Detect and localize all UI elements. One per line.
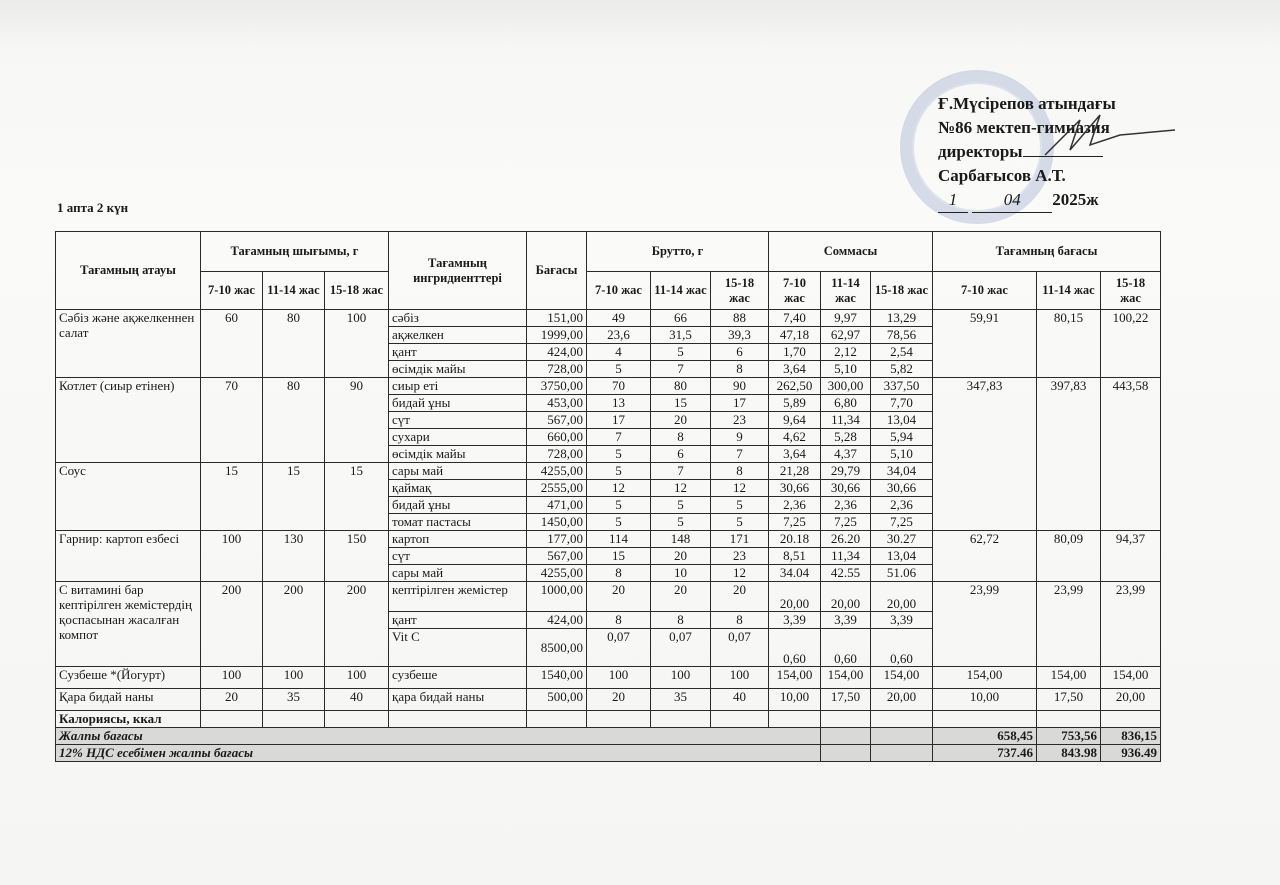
dish-output: 35 — [263, 689, 325, 711]
brutto-value: 88 — [711, 310, 769, 327]
sum-value: 13,29 — [871, 310, 933, 327]
header-sum-age3: 15-18 жас — [871, 272, 933, 310]
header-brutto-age1: 7-10 жас — [587, 272, 651, 310]
sum-value: 3,64 — [769, 446, 821, 463]
dish-output: 80 — [263, 378, 325, 463]
ingredient-price: 4255,00 — [527, 565, 587, 582]
table-row — [56, 310, 1161, 327]
calories-empty-cell — [389, 711, 527, 728]
brutto-value: 8 — [651, 612, 711, 629]
dish-price-value: 80,09 — [1037, 531, 1101, 582]
sum-value: 7,70 — [871, 395, 933, 412]
sum-value: 26.20 — [821, 531, 871, 548]
brutto-value: 7 — [711, 446, 769, 463]
brutto-value: 12 — [711, 480, 769, 497]
brutto-value: 5 — [711, 514, 769, 531]
brutto-value: 5 — [711, 497, 769, 514]
ingredient-name: сары май — [389, 565, 527, 582]
dish-output: 100 — [201, 667, 263, 689]
ingredient-name: Vit C — [389, 629, 527, 667]
brutto-value: 100 — [651, 667, 711, 689]
sum-value: 2,54 — [871, 344, 933, 361]
total-vat-row-empty-cell — [871, 745, 933, 762]
sum-value: 0,60 — [769, 629, 821, 667]
dish-output: 100 — [201, 531, 263, 582]
brutto-value: 23,6 — [587, 327, 651, 344]
sum-value: 337,50 — [871, 378, 933, 395]
sum-value: 11,34 — [821, 548, 871, 565]
brutto-value: 7 — [587, 429, 651, 446]
sum-value: 13,04 — [871, 548, 933, 565]
ingredient-name: ақжелкен — [389, 327, 527, 344]
calories-empty-cell — [325, 711, 389, 728]
ingredient-price: 1540,00 — [527, 667, 587, 689]
approval-line-4: Сарбағысов А.Т. — [938, 166, 1066, 185]
brutto-value: 20 — [651, 548, 711, 565]
dish-price-value: 59,91 — [933, 310, 1037, 378]
dish-price-value: 23,99 — [1101, 582, 1161, 667]
ingredient-name: сары май — [389, 463, 527, 480]
sum-value: 154,00 — [769, 667, 821, 689]
sum-value: 30,66 — [769, 480, 821, 497]
director-signature-icon — [1040, 110, 1180, 160]
ingredient-name: қара бидай наны — [389, 689, 527, 711]
table-row — [56, 667, 1161, 689]
dish-price-value: 397,83 — [1037, 378, 1101, 531]
sum-value: 62,97 — [821, 327, 871, 344]
brutto-value: 6 — [651, 446, 711, 463]
ingredient-price: 1000,00 — [527, 582, 587, 612]
calories-empty-cell — [871, 711, 933, 728]
total-row-empty-cell — [821, 728, 871, 745]
header-brutto: Брутто, г — [587, 232, 769, 272]
brutto-value: 8 — [587, 612, 651, 629]
sum-value: 9,64 — [769, 412, 821, 429]
ingredient-price: 1450,00 — [527, 514, 587, 531]
sum-value: 2,36 — [871, 497, 933, 514]
total-row — [56, 728, 1161, 745]
ingredient-price: 8500,00 — [527, 629, 587, 667]
approval-line-2: №86 мектеп-гимназия — [938, 118, 1110, 137]
dish-name: С витамині бар кептірілген жемістердің қоспасынан жасалған компот — [56, 582, 201, 667]
ingredient-name: томат пастасы — [389, 514, 527, 531]
dish-price-value: 100,22 — [1101, 310, 1161, 378]
header-dish-name: Тағамның атауы — [56, 232, 201, 310]
ingredient-price: 567,00 — [527, 412, 587, 429]
dish-output: 80 — [263, 310, 325, 378]
day-label: 1 апта 2 күн — [57, 200, 129, 215]
brutto-value: 5 — [587, 361, 651, 378]
ingredient-name: сиыр еті — [389, 378, 527, 395]
brutto-value: 20 — [651, 582, 711, 612]
sum-value: 2,12 — [821, 344, 871, 361]
ingredient-name: қаймақ — [389, 480, 527, 497]
sum-value: 5,28 — [821, 429, 871, 446]
dish-output: 200 — [201, 582, 263, 667]
sum-value: 30,66 — [871, 480, 933, 497]
sum-value: 3,64 — [769, 361, 821, 378]
ingredient-name: өсімдік майы — [389, 361, 527, 378]
ingredient-name: картоп — [389, 531, 527, 548]
brutto-value: 10 — [651, 565, 711, 582]
brutto-value: 5 — [587, 463, 651, 480]
brutto-value: 5 — [587, 497, 651, 514]
brutto-value: 31,5 — [651, 327, 711, 344]
sum-value: 9,97 — [821, 310, 871, 327]
sum-value: 5,10 — [821, 361, 871, 378]
brutto-value: 49 — [587, 310, 651, 327]
sum-value: 7,25 — [769, 514, 821, 531]
header-price: Бағасы — [527, 232, 587, 310]
brutto-value: 5 — [651, 514, 711, 531]
brutto-value: 114 — [587, 531, 651, 548]
calories-empty-cell — [263, 711, 325, 728]
header-brutto-age2: 11-14 жас — [651, 272, 711, 310]
sum-value: 5,89 — [769, 395, 821, 412]
sum-value: 20,00 — [871, 582, 933, 612]
director-label: директоры — [938, 142, 1023, 161]
brutto-value: 15 — [651, 395, 711, 412]
ingredient-price: 728,00 — [527, 446, 587, 463]
calories-empty-cell — [821, 711, 871, 728]
brutto-value: 8 — [711, 463, 769, 480]
header-output-age3: 15-18 жас — [325, 272, 389, 310]
brutto-value: 100 — [587, 667, 651, 689]
table-row — [56, 378, 1161, 395]
brutto-value: 12 — [587, 480, 651, 497]
dish-name: Гарнир: картоп езбесі — [56, 531, 201, 582]
sum-value: 11,34 — [821, 412, 871, 429]
calories-empty-cell — [587, 711, 651, 728]
header-output-age2: 11-14 жас — [263, 272, 325, 310]
dish-name: Сәбіз және ақжелкеннен салат — [56, 310, 201, 378]
dish-output: 60 — [201, 310, 263, 378]
ingredient-name: өсімдік майы — [389, 446, 527, 463]
ingredient-price: 424,00 — [527, 612, 587, 629]
dish-output: 90 — [325, 378, 389, 463]
sum-value: 3,39 — [871, 612, 933, 629]
total-row-label: Жалпы бағасы — [56, 728, 821, 745]
dish-name: Сузбеше *(Йогурт) — [56, 667, 201, 689]
sum-value: 7,25 — [821, 514, 871, 531]
brutto-value: 17 — [711, 395, 769, 412]
brutto-value: 12 — [711, 565, 769, 582]
brutto-value: 5 — [587, 514, 651, 531]
brutto-value: 5 — [587, 446, 651, 463]
calories-row — [56, 711, 1161, 728]
dish-price-value: 154,00 — [1101, 667, 1161, 689]
ingredient-price: 660,00 — [527, 429, 587, 446]
brutto-value: 20 — [711, 582, 769, 612]
dish-price-value: 20,00 — [1101, 689, 1161, 711]
header-sum-age1: 7-10 жас — [769, 272, 821, 310]
calories-empty-cell — [711, 711, 769, 728]
date-month: 04 — [972, 188, 1052, 213]
brutto-value: 7 — [651, 361, 711, 378]
ingredient-price: 567,00 — [527, 548, 587, 565]
sum-value: 13,04 — [871, 412, 933, 429]
header-output: Тағамның шығымы, г — [201, 232, 389, 272]
dish-price-value: 80,15 — [1037, 310, 1101, 378]
brutto-value: 7 — [651, 463, 711, 480]
calories-empty-cell — [527, 711, 587, 728]
dish-output: 70 — [201, 378, 263, 463]
sum-value: 154,00 — [871, 667, 933, 689]
sum-value: 7,25 — [871, 514, 933, 531]
ingredient-name: сүт — [389, 548, 527, 565]
sum-value: 34,04 — [871, 463, 933, 480]
brutto-value: 20 — [587, 689, 651, 711]
sum-value: 30,66 — [821, 480, 871, 497]
brutto-value: 5 — [651, 344, 711, 361]
sum-value: 34.04 — [769, 565, 821, 582]
sum-value: 17,50 — [821, 689, 871, 711]
ingredient-name: сузбеше — [389, 667, 527, 689]
sum-value: 8,51 — [769, 548, 821, 565]
sum-value: 3,39 — [769, 612, 821, 629]
sum-value: 262,50 — [769, 378, 821, 395]
brutto-value: 90 — [711, 378, 769, 395]
calories-empty-cell — [933, 711, 1037, 728]
sum-value: 154,00 — [821, 667, 871, 689]
brutto-value: 15 — [587, 548, 651, 565]
header-ingredients: Тағамның ингридиенттері — [389, 232, 527, 310]
calories-empty-cell — [201, 711, 263, 728]
ingredient-price: 453,00 — [527, 395, 587, 412]
dish-output: 20 — [201, 689, 263, 711]
total-vat-row-empty-cell — [821, 745, 871, 762]
table-row — [56, 689, 1161, 711]
dish-price-value: 62,72 — [933, 531, 1037, 582]
ingredient-name: кептірілген жемістер — [389, 582, 527, 612]
ingredient-name: қант — [389, 612, 527, 629]
brutto-value: 8 — [587, 565, 651, 582]
approval-line-1: Ғ.Мүсірепов атындағы — [938, 94, 1116, 113]
header-dish_price-age1: 7-10 жас — [933, 272, 1037, 310]
calories-empty-cell — [769, 711, 821, 728]
brutto-value: 20 — [587, 582, 651, 612]
sum-value: 51.06 — [871, 565, 933, 582]
dish-output: 200 — [325, 582, 389, 667]
sum-value: 47,18 — [769, 327, 821, 344]
brutto-value: 4 — [587, 344, 651, 361]
ingredient-price: 177,00 — [527, 531, 587, 548]
total-row-value: 658,45 — [933, 728, 1037, 745]
sum-value: 4,62 — [769, 429, 821, 446]
menu-table — [55, 231, 1161, 762]
brutto-value: 35 — [651, 689, 711, 711]
ingredient-price: 151,00 — [527, 310, 587, 327]
dish-price-value: 94,37 — [1101, 531, 1161, 582]
brutto-value: 23 — [711, 412, 769, 429]
sum-value: 20,00 — [769, 582, 821, 612]
brutto-value: 8 — [651, 429, 711, 446]
sum-value: 21,28 — [769, 463, 821, 480]
ingredient-price: 728,00 — [527, 361, 587, 378]
dish-price-value: 10,00 — [933, 689, 1037, 711]
ingredient-price: 471,00 — [527, 497, 587, 514]
dish-output: 15 — [325, 463, 389, 531]
dish-price-value: 154,00 — [933, 667, 1037, 689]
dish-price-value: 347,83 — [933, 378, 1037, 531]
approval-date — [938, 188, 1116, 213]
date-year: 2025ж — [1052, 190, 1099, 209]
dish-output: 100 — [263, 667, 325, 689]
brutto-value: 80 — [651, 378, 711, 395]
date-day: 1 — [938, 188, 968, 213]
dish-name: Соус — [56, 463, 201, 531]
sum-value: 2,36 — [769, 497, 821, 514]
total-vat-row-value: 843.98 — [1037, 745, 1101, 762]
header-dish_price-age2: 11-14 жас — [1037, 272, 1101, 310]
ingredient-price: 4255,00 — [527, 463, 587, 480]
sum-value: 20.18 — [769, 531, 821, 548]
dish-price-value: 17,50 — [1037, 689, 1101, 711]
sum-value: 5,94 — [871, 429, 933, 446]
brutto-value: 39,3 — [711, 327, 769, 344]
brutto-value: 70 — [587, 378, 651, 395]
calories-empty-cell — [651, 711, 711, 728]
brutto-value: 66 — [651, 310, 711, 327]
table-row — [56, 531, 1161, 548]
total-row-empty-cell — [871, 728, 933, 745]
brutto-value: 0,07 — [711, 629, 769, 667]
dish-output: 15 — [263, 463, 325, 531]
brutto-value: 8 — [711, 361, 769, 378]
dish-price-value: 23,99 — [933, 582, 1037, 667]
total-vat-row — [56, 745, 1161, 762]
header-sum-age2: 11-14 жас — [821, 272, 871, 310]
total-row-value: 753,56 — [1037, 728, 1101, 745]
sum-value: 20,00 — [821, 582, 871, 612]
ingredient-name: қант — [389, 344, 527, 361]
sum-value: 3,39 — [821, 612, 871, 629]
ingredient-name: бидай ұны — [389, 395, 527, 412]
calories-label: Калориясы, ккал — [56, 711, 201, 728]
brutto-value: 0,07 — [587, 629, 651, 667]
sum-value: 5,82 — [871, 361, 933, 378]
dish-output: 100 — [325, 667, 389, 689]
header-brutto-age3: 15-18 жас — [711, 272, 769, 310]
sum-value: 29,79 — [821, 463, 871, 480]
sum-value: 20,00 — [871, 689, 933, 711]
sum-value: 0,60 — [821, 629, 871, 667]
sum-value: 6,80 — [821, 395, 871, 412]
ingredient-price: 3750,00 — [527, 378, 587, 395]
brutto-value: 148 — [651, 531, 711, 548]
sum-value: 7,40 — [769, 310, 821, 327]
brutto-value: 100 — [711, 667, 769, 689]
brutto-value: 40 — [711, 689, 769, 711]
header-dish_price-age3: 15-18 жас — [1101, 272, 1161, 310]
dish-output: 150 — [325, 531, 389, 582]
sum-value: 1,70 — [769, 344, 821, 361]
calories-empty-cell — [1101, 711, 1161, 728]
dish-output: 200 — [263, 582, 325, 667]
sum-value: 42.55 — [821, 565, 871, 582]
brutto-value: 13 — [587, 395, 651, 412]
brutto-value: 17 — [587, 412, 651, 429]
total-vat-row-value: 737.46 — [933, 745, 1037, 762]
brutto-value: 20 — [651, 412, 711, 429]
sum-value: 10,00 — [769, 689, 821, 711]
sum-value: 0,60 — [871, 629, 933, 667]
dish-output: 40 — [325, 689, 389, 711]
brutto-value: 9 — [711, 429, 769, 446]
sum-value: 4,37 — [821, 446, 871, 463]
sum-value: 300,00 — [821, 378, 871, 395]
header-output-age1: 7-10 жас — [201, 272, 263, 310]
dish-output: 15 — [201, 463, 263, 531]
sum-value: 30.27 — [871, 531, 933, 548]
ingredient-name: сухари — [389, 429, 527, 446]
table-row — [56, 582, 1161, 612]
dish-price-value: 23,99 — [1037, 582, 1101, 667]
header-sum: Соммасы — [769, 232, 933, 272]
sum-value: 2,36 — [821, 497, 871, 514]
header-dish-price: Тағамның бағасы — [933, 232, 1161, 272]
ingredient-price: 2555,00 — [527, 480, 587, 497]
total-vat-row-value: 936.49 — [1101, 745, 1161, 762]
ingredient-name: бидай ұны — [389, 497, 527, 514]
brutto-value: 5 — [651, 497, 711, 514]
dish-price-value: 154,00 — [1037, 667, 1101, 689]
brutto-value: 171 — [711, 531, 769, 548]
brutto-value: 6 — [711, 344, 769, 361]
sum-value: 5,10 — [871, 446, 933, 463]
brutto-value: 8 — [711, 612, 769, 629]
ingredient-price: 424,00 — [527, 344, 587, 361]
ingredient-price: 1999,00 — [527, 327, 587, 344]
ingredient-price: 500,00 — [527, 689, 587, 711]
dish-output: 100 — [325, 310, 389, 378]
ingredient-name: сүт — [389, 412, 527, 429]
ingredient-name: сәбіз — [389, 310, 527, 327]
dish-price-value: 443,58 — [1101, 378, 1161, 531]
total-row-value: 836,15 — [1101, 728, 1161, 745]
dish-output: 130 — [263, 531, 325, 582]
brutto-value: 0,07 — [651, 629, 711, 667]
brutto-value: 23 — [711, 548, 769, 565]
brutto-value: 12 — [651, 480, 711, 497]
dish-name: Қара бидай наны — [56, 689, 201, 711]
total-vat-row-label: 12% НДС есебімен жалпы бағасы — [56, 745, 821, 762]
calories-empty-cell — [1037, 711, 1101, 728]
dish-name: Котлет (сиыр етінен) — [56, 378, 201, 463]
sum-value: 78,56 — [871, 327, 933, 344]
